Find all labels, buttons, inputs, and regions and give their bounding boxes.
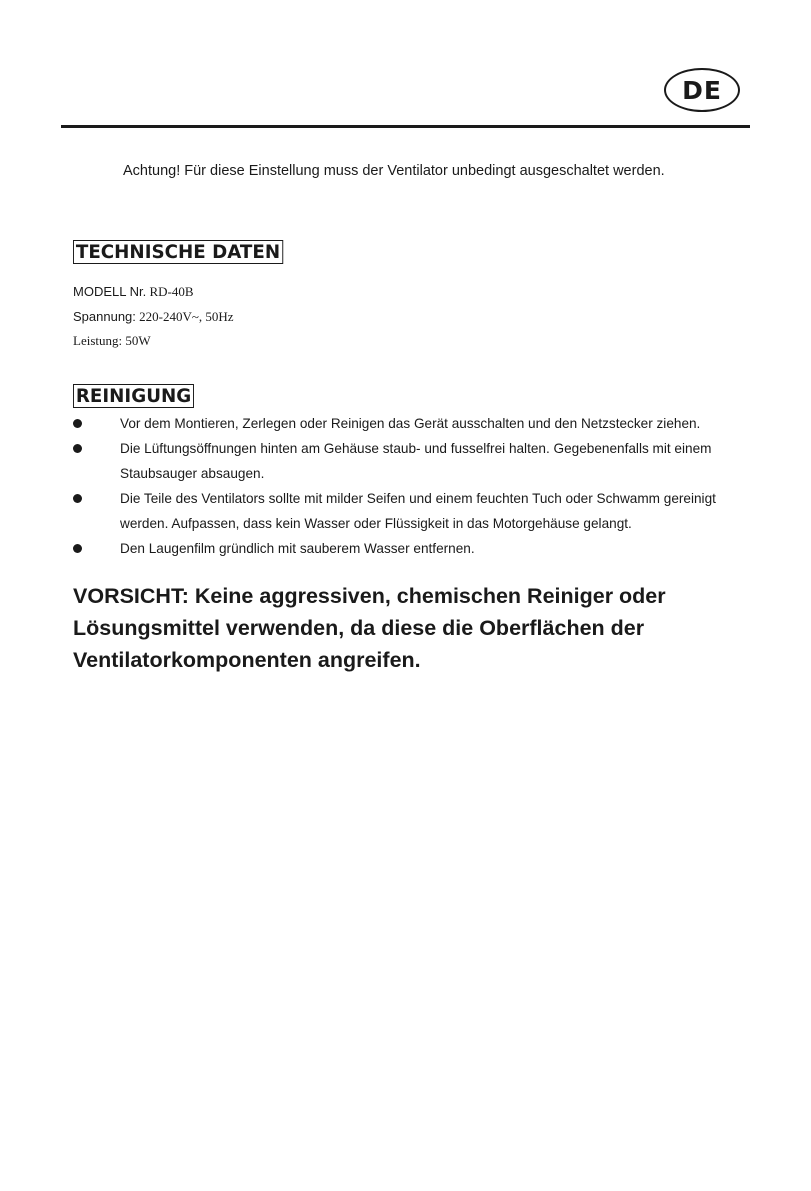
- language-badge: [664, 68, 740, 112]
- spec-power: [73, 333, 151, 349]
- list-item-text: Vor dem Montieren, Zerlegen oder Reinigen das Gerät ausschalten und den Netzstecker ziehen.: [120, 416, 701, 431]
- power-value: 50W: [125, 333, 151, 348]
- technical-data-heading: TECHNISCHE DATEN: [73, 240, 283, 264]
- list-item: [73, 486, 753, 536]
- list-item: [73, 411, 753, 436]
- bullet-icon: [73, 419, 82, 428]
- language-code: DE: [682, 75, 722, 105]
- caution-text: VORSICHT: Keine aggressiven, chemischen Reiniger oder Lösungsmittel verwenden, da diese die Oberflächen der Ventilatorkomponenten angreifen.: [73, 584, 666, 672]
- bullet-icon: [73, 444, 82, 453]
- list-item: [73, 536, 753, 561]
- spec-voltage: [73, 309, 234, 325]
- spec-model: [73, 284, 194, 300]
- warning-text: Achtung! Für diese Einstellung muss der Ventilator unbedingt ausgeschaltet werden.: [123, 163, 665, 179]
- header-divider: [61, 125, 750, 128]
- bullet-icon: [73, 494, 82, 503]
- power-label: Leistung:: [73, 333, 123, 348]
- list-item-text: Die Lüftungsöffnungen hinten am Gehäuse staub- und fusselfrei halten. Gegebenenfalls mit einem Staubsauger absaugen.: [120, 441, 712, 481]
- voltage-label: Spannung:: [73, 309, 136, 324]
- model-label: MODELL Nr.: [73, 284, 147, 299]
- voltage-value: 220-240V~, 50Hz: [139, 309, 234, 324]
- model-value: RD-40B: [149, 284, 194, 299]
- list-item: [73, 436, 753, 486]
- cleaning-heading: REINIGUNG: [73, 384, 194, 408]
- list-item-text: Die Teile des Ventilators sollte mit milder Seifen und einem feuchten Tuch oder Schwamm gereinigt werden. Aufpassen, dass kein Wasser oder Flüssigkeit in das Motorgehäuse gelangt.: [120, 491, 716, 531]
- cleaning-list: [73, 411, 753, 561]
- list-item-text: Den Laugenfilm gründlich mit sauberem Wasser entfernen.: [120, 541, 475, 556]
- bullet-icon: [73, 544, 82, 553]
